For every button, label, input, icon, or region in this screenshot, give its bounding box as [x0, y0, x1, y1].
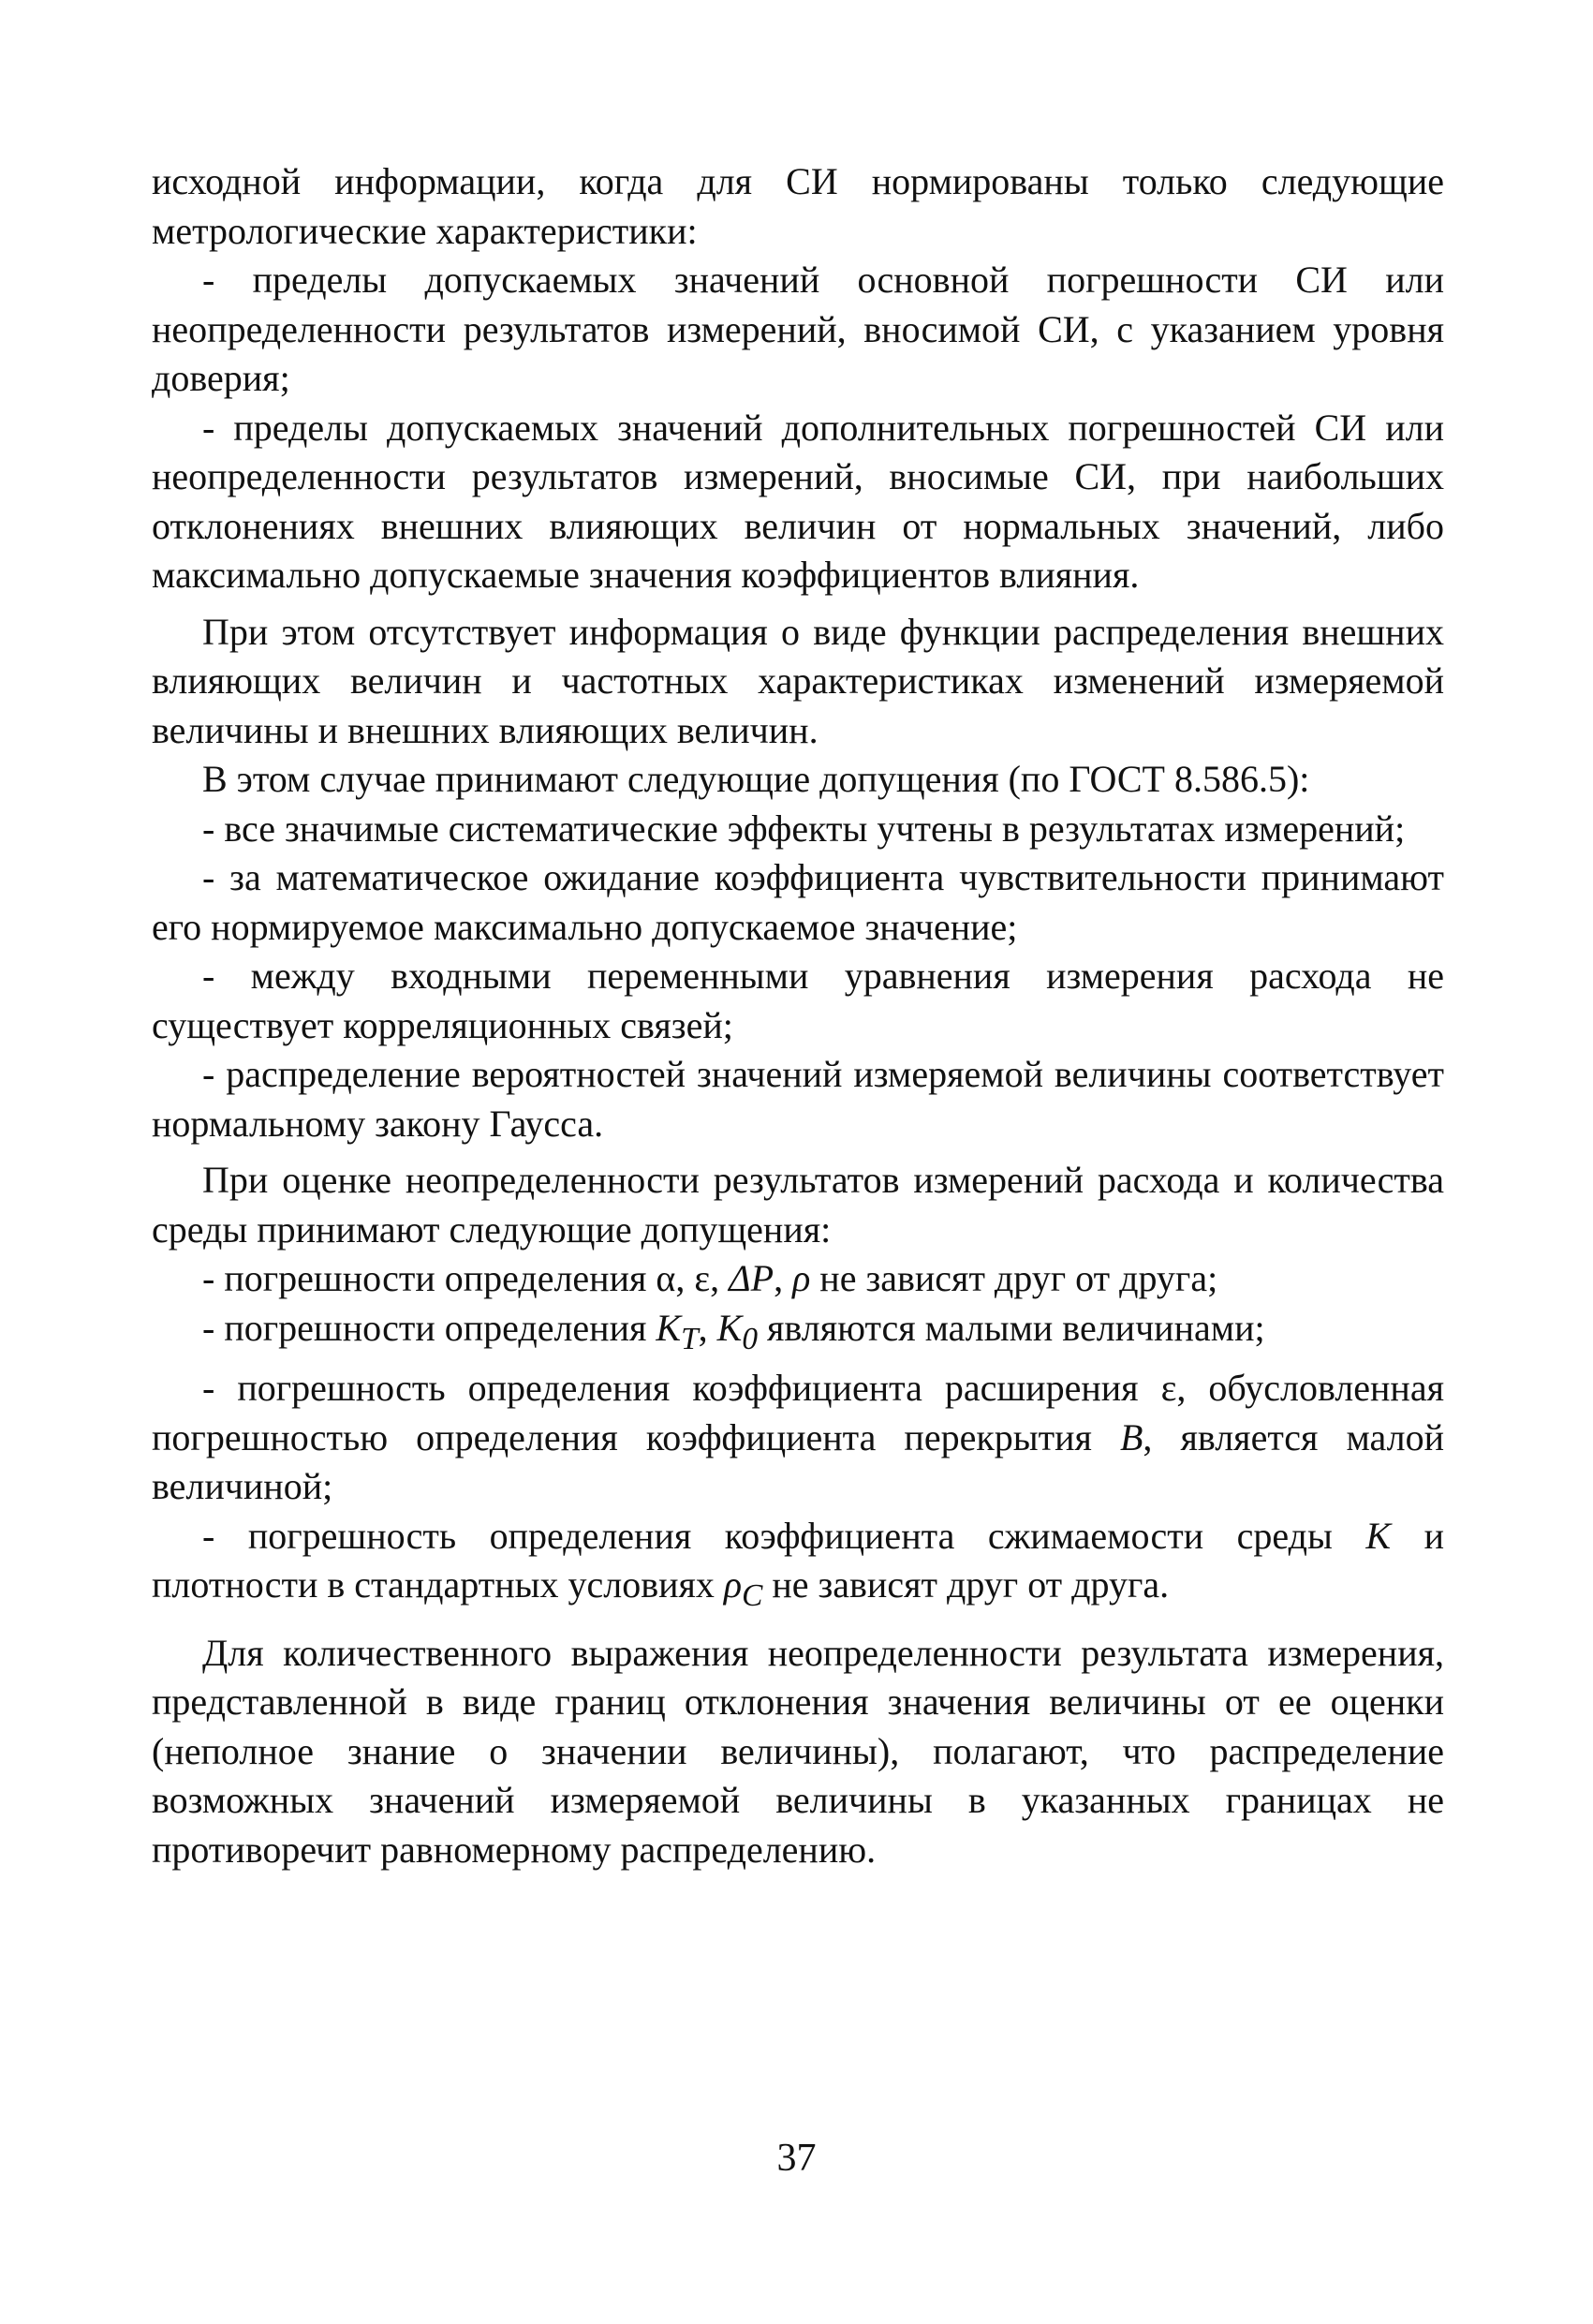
list-item-basic-error: - пределы допускаемых значений основной погрешности СИ или неопределенности результатов измерений, вносимой СИ, с указанием уровня доверия;: [152, 259, 1444, 399]
list-item-small-errors: - погрешности определения $K_T$, $K_0$ являются малыми величинами;: [202, 1306, 1265, 1356]
page-number: 37: [776, 2137, 817, 2180]
formula-symbol: K: [716, 1306, 743, 1349]
formula-symbol: ρ: [792, 1257, 811, 1299]
formula-symbol: K: [1365, 1514, 1392, 1557]
list-item-compressibility: - погрешность определения коэффициента сжимаемости среды K и плотности в стандартных условиях $\rho_C$ не зависят друг от друга.: [152, 1514, 1445, 1613]
formula-symbol: K: [656, 1306, 682, 1349]
paragraph-uniform-distribution: Для количественного выражения неопределенности результата измерения, представленной в виде границ отклонения значения величины от ее оценки (неполное знание о значении величины), полагают, что распределение возможных значений измеряемой величины в указанных границах не противоречит равномерному распределению.: [152, 1631, 1444, 1871]
paragraph-uncertainty-assumptions: При оценке неопределенности результатов измерений расхода и количества среды принимают следующие допущения:: [152, 1159, 1444, 1251]
list-item-additional-errors: - пределы допускаемых значений дополнительных погрешностей СИ или неопределенности результатов измерений, вносимые СИ, при наибольших отклонениях внешних влияющих величин от нормальных значений, либо максимально допускаемые значения коэффициентов влияния.: [152, 406, 1444, 596]
formula-symbol: ρ: [723, 1563, 743, 1606]
body-text: [152, 157, 1444, 1874]
list-item-correlation: - между входными переменными уравнения измерения расхода не существует корреляционных связей;: [152, 955, 1444, 1046]
list-item-gauss: - распределение вероятностей значений измеряемой величины соответствует нормальному закону Гаусса.: [152, 1053, 1444, 1145]
formula-symbol: ΔP: [729, 1257, 774, 1299]
paragraph-missing-info: При этом отсутствует информация о виде функции распределения внешних влияющих величин и частотных характеристиках изменений измеряемой величины и внешних влияющих величин.: [152, 610, 1444, 751]
list-item-systematic-effects: - все значимые систематические эффекты учтены в результатах измерений;: [202, 807, 1406, 850]
paragraph-continuation: исходной информации, когда для СИ нормированы только следующие метрологические характеристики:: [152, 160, 1444, 252]
list-item-expectation: - за математическое ожидание коэффициента чувствительности принимают его нормируемое максимально допускаемое значение;: [152, 856, 1444, 948]
list-item-independent-errors: - погрешности определения α, ε, ΔP, ρ не зависят друг от друга;: [202, 1257, 1218, 1299]
formula-symbol: B: [1119, 1415, 1143, 1458]
paragraph-assumptions-intro: В этом случае принимают следующие допущения (по ГОСТ 8.586.5):: [202, 758, 1310, 800]
list-item-expansion-coefficient: - погрешность определения коэффициента расширения ε, обусловленная погрешностью определения коэффициента перекрытия B, является малой величиной;: [152, 1367, 1444, 1507]
